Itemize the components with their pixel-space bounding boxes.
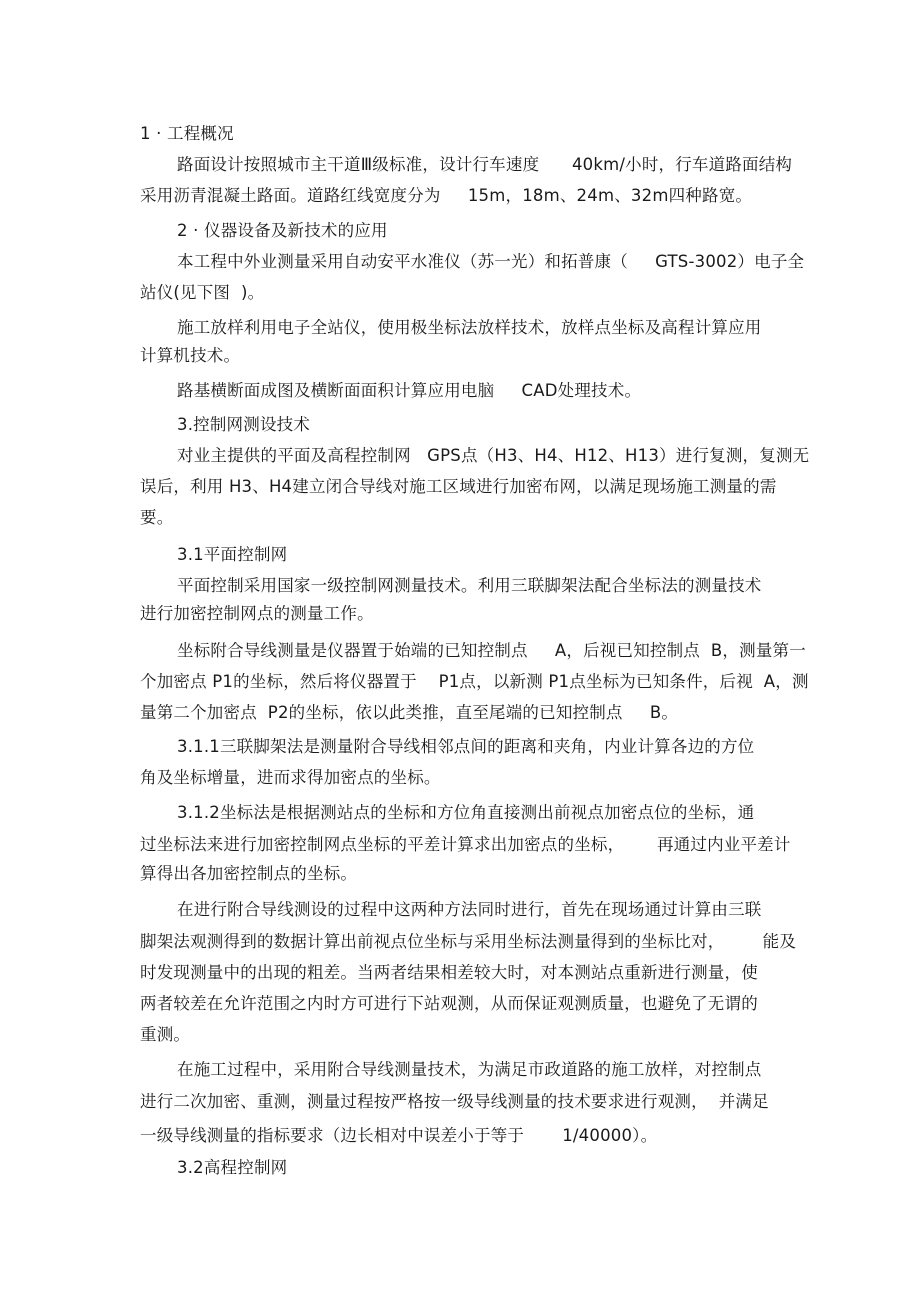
paragraph-line: 在施工过程中，采用附合导线测量技术，为满足市政道路的施工放样，对控制点 xyxy=(177,1060,762,1079)
paragraph-line: 路基横断面成图及横断面面积计算应用电脑 CAD处理技术。 xyxy=(177,381,642,400)
paragraph-line: 3.1.2坐标法是根据测站点的坐标和方位角直接测出前视点加密点位的坐标，通 xyxy=(177,803,755,822)
paragraph-line: 进行加密控制网点的测量工作。 xyxy=(140,604,374,623)
paragraph-line: 采用沥青混凝土路面。道路红线宽度分为 15m，18m、24m、32m四种路宽。 xyxy=(140,186,753,205)
paragraph-line: 平面控制采用国家一级控制网测量技术。利用三联脚架法配合坐标法的测量技术 xyxy=(177,576,762,595)
section-heading: 1 · 工程概况 xyxy=(140,124,234,143)
paragraph-line: 坐标附合导线测量是仪器置于始端的已知控制点 A，后视已知控制点 B，测量第一 xyxy=(177,641,806,660)
section-heading: 3.控制网测设技术 xyxy=(177,415,311,434)
paragraph-line: 要。 xyxy=(140,508,174,527)
paragraph-line: 角及坐标增量，进而求得加密点的坐标。 xyxy=(140,768,441,787)
paragraph-line: 在进行附合导线测设的过程中这两种方法同时进行，首先在现场通过计算由三联 xyxy=(177,900,762,919)
section-heading: 3.1平面控制网 xyxy=(177,545,288,564)
section-heading: 3.2高程控制网 xyxy=(177,1158,288,1177)
paragraph-line: 计算机技术。 xyxy=(140,346,241,365)
paragraph-line: 3.1.1三联脚架法是测量附合导线相邻点间的距离和夹角，内业计算各边的方位 xyxy=(177,737,755,756)
paragraph-line: 对业主提供的平面及高程控制网 GPS点（H3、H4、H12、H13）进行复测，复测无 xyxy=(177,446,810,465)
paragraph-line: 施工放样利用电子全站仪，使用极坐标法放样技术，放样点坐标及高程计算应用 xyxy=(177,318,762,337)
paragraph-line: 个加密点 P1的坐标，然后将仪器置于 P1点，以新测 P1点坐标为已知条件，后视 A，测 xyxy=(140,672,809,691)
paragraph-line: 算得出各加密控制点的坐标。 xyxy=(140,864,358,883)
paragraph-line: 时发现测量中的出现的粗差。当两者结果相差较大时，对本测站点重新进行测量，使 xyxy=(140,963,758,982)
paragraph-line: 路面设计按照城市主干道Ⅲ级标准，设计行车速度 40km/小时，行车道路面结构 xyxy=(177,155,793,174)
paragraph-line: 重测。 xyxy=(140,1025,191,1044)
paragraph-line: 站仪(见下图 )。 xyxy=(140,283,265,302)
paragraph-line: 本工程中外业测量采用自动安平水准仪（苏一光）和拓普康（ GTS-3002）电子全 xyxy=(177,252,805,271)
paragraph-line: 过坐标法来进行加密控制网点坐标的平差计算求出加密点的坐标， 再通过内业平差计 xyxy=(140,835,791,854)
paragraph-line: 两者较差在允许范围之内时方可进行下站观测，从而保证观测质量，也避免了无谓的 xyxy=(140,994,758,1013)
section-heading: 2 · 仪器设备及新技术的应用 xyxy=(177,221,388,240)
paragraph-line: 一级导线测量的指标要求（边长相对中误差小于等于 1/40000）。 xyxy=(140,1126,658,1145)
paragraph-line: 误后，利用 H3、H4建立闭合导线对施工区域进行加密布网，以满足现场施工测量的需 xyxy=(140,477,777,496)
paragraph-line: 脚架法观测得到的数据计算出前视点位坐标与采用坐标法测量得到的坐标比对， 能及 xyxy=(140,932,797,951)
paragraph-line: 进行二次加密、重测，测量过程按严格按一级导线测量的技术要求进行观测， 并满足 xyxy=(140,1092,769,1111)
paragraph-line: 量第二个加密点 P2的坐标，依以此类推，直至尾端的已知控制点 B。 xyxy=(140,703,679,722)
